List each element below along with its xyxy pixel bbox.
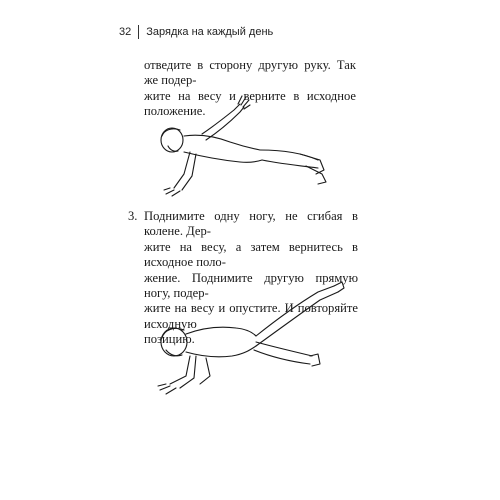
page-number: 32	[119, 26, 132, 38]
paragraph-line: жите на весу и опустите. И повторяйте исходную	[144, 301, 358, 331]
paragraph-line: позицию.	[144, 332, 195, 347]
step-number: 3.	[128, 209, 138, 223]
book-title: Зарядка на каждый день	[146, 26, 274, 38]
exercise-illustration-leg-raise	[150, 280, 350, 405]
paragraph-line: жение. Поднимите другую прямую ногу, подер-	[144, 270, 358, 301]
plank-leg-raise-drawing	[150, 280, 350, 400]
paragraph-line: Поднимите одну ногу, не сгибая в колене. Дер-	[144, 209, 358, 239]
plank-arm-raise-drawing	[150, 90, 340, 200]
paragraph-line: жите на весу и верните в исходное положение.	[144, 88, 356, 119]
paragraph-line: жите на весу, а затем вернитесь в исходное поло-	[144, 239, 358, 270]
exercise-illustration-arm-raise	[150, 90, 340, 205]
header-divider	[138, 25, 139, 39]
paragraph-line: отведите в сторону другую руку. Так же подер-	[144, 58, 356, 88]
running-head	[119, 24, 273, 40]
